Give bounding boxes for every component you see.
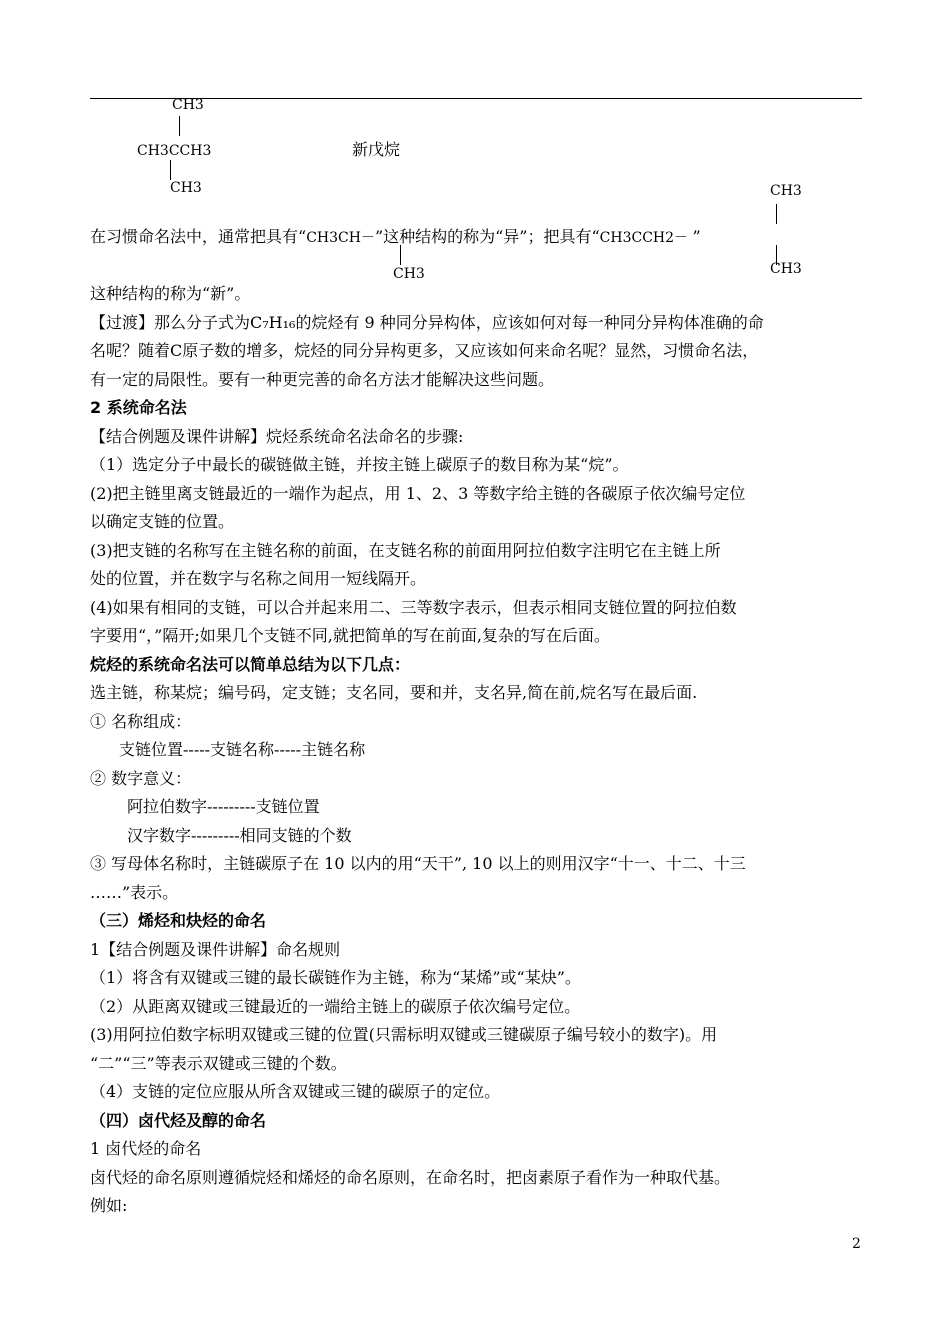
header-rule — [90, 98, 862, 99]
text-line: ③ 写母体名称时，主链碳原子在 10 以内的用“天干”, 10 以上的则用汉字“十一、十二、十三 — [90, 854, 746, 873]
text-line: 处的位置，并在数字与名称之间用一短线隔开。 — [90, 569, 427, 588]
bond-line — [776, 204, 777, 224]
text-line: （1）选定分子中最长的碳链做主链，并按主链上碳原子的数目称为某“烷”。 — [90, 455, 629, 474]
section-heading: 2 系统命名法 — [90, 398, 187, 417]
text-line: (3)用阿拉伯数字标明双键或三键的位置(只需标明双键或三键碳原子编号较小的数字)。用 — [90, 1025, 718, 1044]
iso-neo-definition: 在习惯命名法中，通常把具有“CH3CH－”这种结构的称为“异”；把具有“CH3CCH2－ ” — [90, 227, 701, 246]
section-heading: （四）卤代烃及醇的命名 — [90, 1111, 267, 1130]
section-heading: （三）烯烃和炔烃的命名 — [90, 911, 267, 930]
neopentane-bottom-ch3: CH3 — [170, 180, 202, 196]
text-line: （1）将含有双键或三键的最长碳链作为主链，称为“某烯”或“某炔”。 — [90, 968, 581, 987]
text-line: 有一定的局限性。要有一种更完善的命名方法才能解决这些问题。 — [90, 370, 555, 389]
text-line: 卤代烃的命名原则遵循烷烃和烯烃的命名原则，在命名时，把卤素原子看作为一种取代基。 — [90, 1168, 731, 1187]
bond-line — [400, 245, 401, 265]
page-number: 2 — [852, 1236, 861, 1252]
text-line: 汉字数字---------相同支链的个数 — [127, 826, 352, 845]
text-line: 【结合例题及课件讲解】烷烃系统命名法命名的步骤: — [90, 427, 464, 446]
neo-top-ch3: CH3 — [770, 183, 802, 199]
text-line: ……”表示。 — [90, 883, 179, 902]
text-line: (4)如果有相同的支链，可以合并起来用二、三等数字表示，但表示相同支链位置的阿拉伯数 — [90, 598, 737, 617]
text-line: 以确定支链的位置。 — [90, 512, 235, 531]
text-line: 支链位置-----支链名称-----主链名称 — [119, 740, 366, 759]
text-line: 【过渡】那么分子式为C₇H₁₆的烷烃有 9 种同分异构体，应该如何对每一种同分异构体准确的命 — [90, 313, 764, 332]
text-line: 1【结合例题及课件讲解】命名规则 — [90, 940, 341, 959]
text-line: “二”“三”等表示双键或三键的个数。 — [90, 1054, 347, 1073]
neopentane-name: 新戊烷 — [352, 140, 401, 159]
neopentane-top-ch3: CH3 — [172, 97, 204, 113]
neo-bottom-ch3: CH3 — [770, 261, 802, 277]
text-line: 字要用“，”隔开;如果几个支链不同,就把简单的写在前面,复杂的写在后面。 — [90, 626, 610, 645]
text-line: (3)把支链的名称写在主链名称的前面，在支链名称的前面用阿拉伯数字注明它在主链上所 — [90, 541, 721, 560]
bond-line — [179, 116, 180, 136]
neopentane-main-chain: CH3CCH3 — [137, 143, 212, 159]
text-line: 阿拉伯数字---------支链位置 — [127, 797, 320, 816]
text-line: ① 名称组成： — [90, 712, 192, 731]
summary-heading: 烷烃的系统命名法可以简单总结为以下几点： — [90, 655, 411, 674]
text-line: （4）支链的定位应服从所含双键或三键的碳原子的定位。 — [90, 1082, 501, 1101]
iso-branch-ch3: CH3 — [393, 266, 425, 282]
text-line: 1 卤代烃的命名 — [90, 1139, 202, 1158]
text-line: (2)把主链里离支链最近的一端作为起点，用 1、2、3 等数字给主链的各碳原子依次编号定位 — [90, 484, 746, 503]
text-line: ② 数字意义： — [90, 769, 192, 788]
text-line: （2）从距离双键或三键最近的一端给主链上的碳原子依次编号定位。 — [90, 997, 581, 1016]
text-line: 例如: — [90, 1196, 128, 1215]
text-line: 这种结构的称为“新”。 — [90, 284, 251, 303]
text-line: 选主链，称某烷；编号码，定支链；支名同，要和并，支名异,简在前,烷名写在最后面. — [90, 683, 698, 702]
text-line: 名呢？随着C原子数的增多，烷烃的同分异构更多，又应该如何来命名呢？显然，习惯命名法， — [90, 341, 759, 360]
bond-line — [170, 160, 171, 180]
